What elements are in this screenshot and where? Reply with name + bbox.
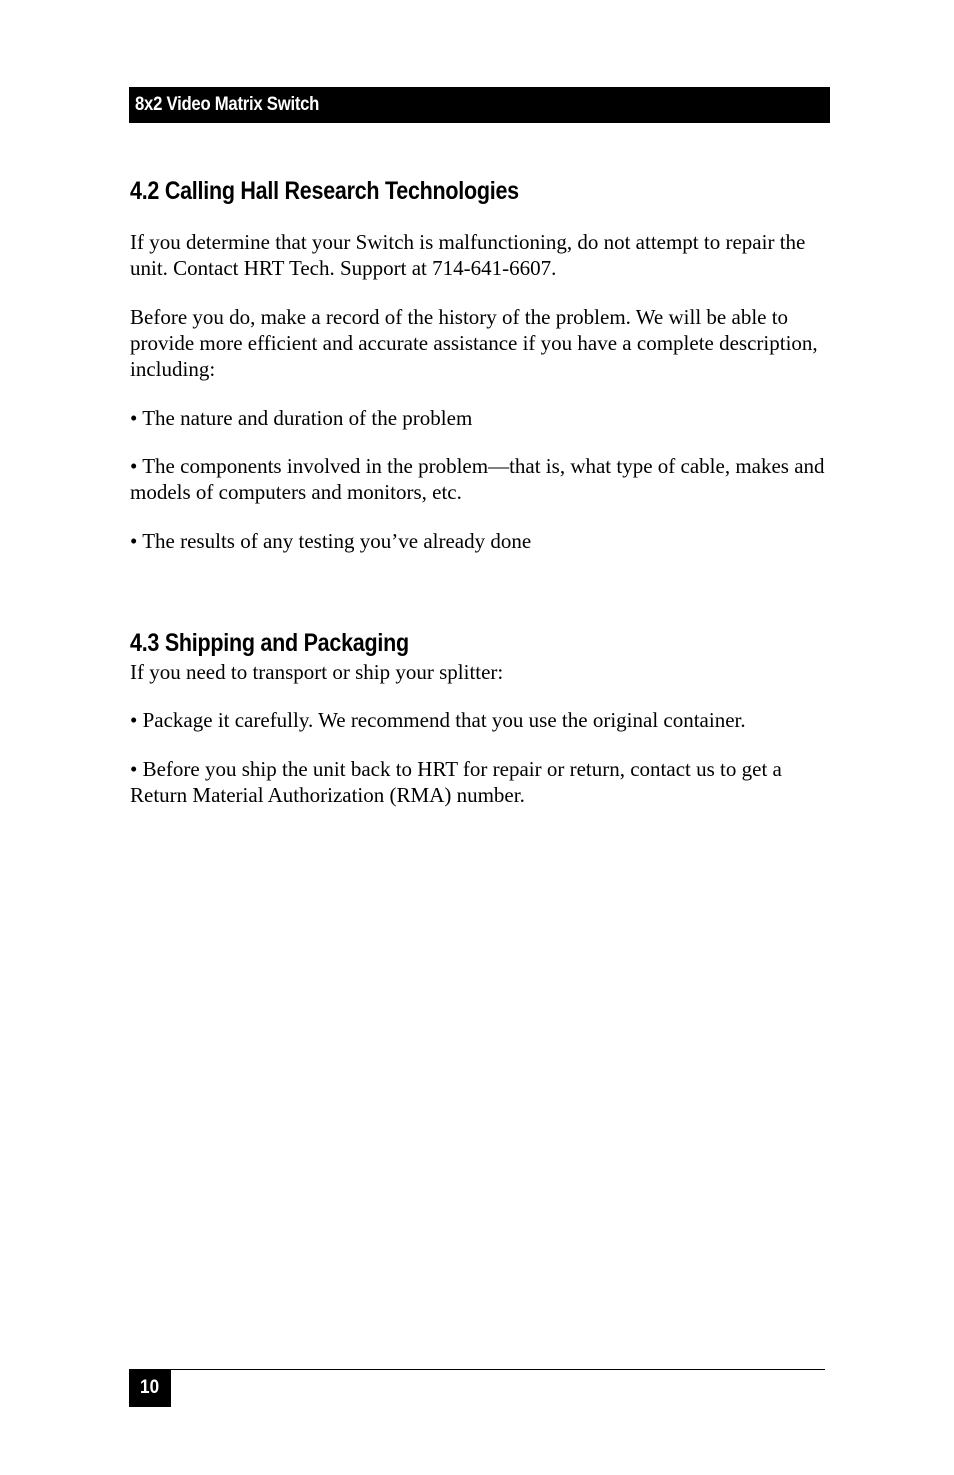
page-number: 10	[140, 1377, 160, 1398]
bullet-components: • The components involved in the problem—that is, what type of cable, makes and models of computers and monitors, etc.	[130, 454, 825, 504]
bullet-testing-results: • The results of any testing you’ve already done	[130, 529, 532, 553]
bullet-rma-number: • Before you ship the unit back to HRT for repair or return, contact us to get a Return Material Authorization (RMA) number.	[130, 757, 782, 807]
paragraph-record-history: Before you do, make a record of the history of the problem. We will be able to provide more efficient and accurate assistance if you have a complete description, including:	[130, 305, 818, 381]
section-heading-4-2: 4.2 Calling Hall Research Technologies	[130, 177, 519, 205]
running-header	[129, 87, 830, 123]
page-number-box	[129, 1369, 171, 1407]
section-heading-4-3: 4.3 Shipping and Packaging	[130, 629, 409, 657]
bullet-nature-duration: • The nature and duration of the problem	[130, 406, 473, 430]
bullet-package-carefully: • Package it carefully. We recommend that you use the original container.	[130, 708, 746, 732]
footer-rule	[129, 1369, 825, 1370]
document-title: 8x2 Video Matrix Switch	[135, 94, 320, 115]
paragraph-malfunction: If you determine that your Switch is malfunctioning, do not attempt to repair the unit. Contact HRT Tech. Support at 714-641-6607.	[130, 230, 806, 280]
paragraph-transport-intro: If you need to transport or ship your splitter:	[130, 660, 504, 684]
